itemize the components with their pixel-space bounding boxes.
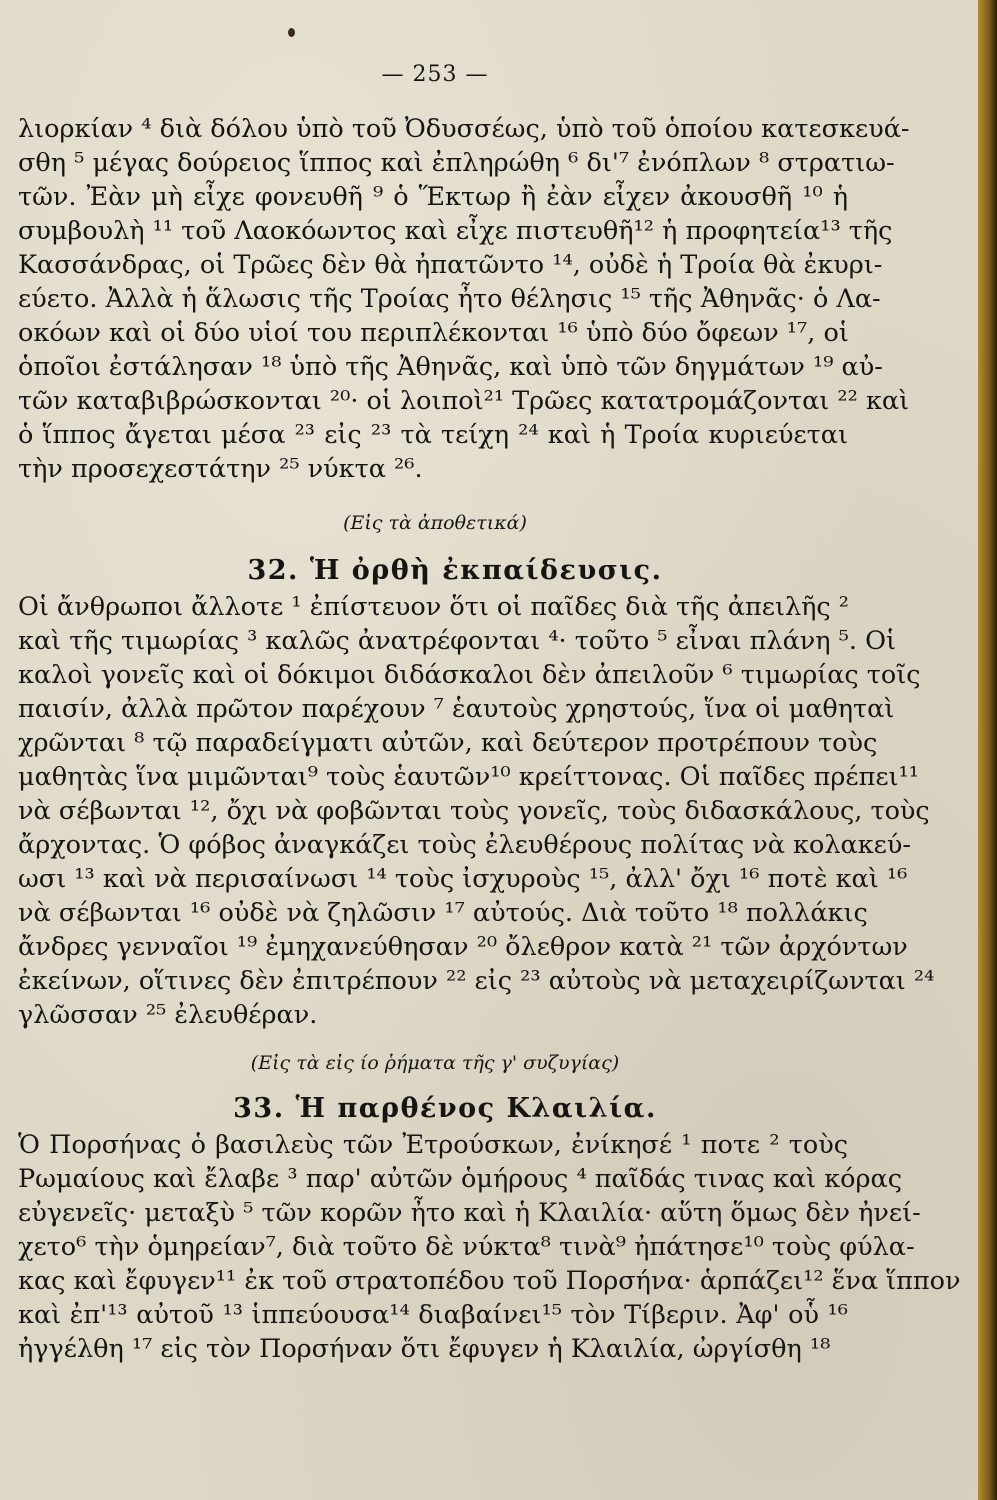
text-line: λιορκίαν ⁴ διὰ δόλου ὑπὸ τοῦ Ὀδυσσέως, ὑπὸ τοῦ ὁποίου κατεσκευά- xyxy=(18,114,910,144)
text-line: καὶ ἐπ'¹³ αὐτοῦ ¹³ ἱππεύουσα¹⁴ διαβαίνει¹⁵ τὸν Τίβεριν. Ἀφ' οὗ ¹⁶ xyxy=(18,1300,848,1330)
text-line: γλῶσσαν ²⁵ ἐλευθέραν. xyxy=(18,1000,318,1030)
text-line: παισίν, ἀλλὰ πρῶτον παρέχουν ⁷ ἑαυτοὺς χρηστούς, ἵνα οἱ μαθηταὶ xyxy=(18,694,895,724)
text-line: ἄρχοντας. Ὁ φόβος ἀναγκάζει τοὺς ἐλευθέρους πολίτας νὰ κολακεύ- xyxy=(18,830,911,860)
text-line: τῶν καταβιβρώσκονται ²⁰· οἱ λοιποὶ²¹ Τρῶες κατατρομάζονται ²² καὶ xyxy=(18,386,910,416)
heading-section-32: 32. Ἡ ὀρθὴ ἐκπαίδευσις. xyxy=(247,555,663,586)
text-line: χρῶνται ⁸ τῷ παραδείγματι αὐτῶν, καὶ δεύτερον προτρέπουν τοὺς xyxy=(18,728,878,758)
book-spine-edge xyxy=(978,0,997,1500)
text-line: ωσι ¹³ καὶ νὰ περισαίνωσι ¹⁴ τοὺς ἰσχυροὺς ¹⁵, ἀλλ' ὄχι ¹⁶ ποτὲ καὶ ¹⁶ xyxy=(18,864,908,894)
text-line: ἠγγέλθη ¹⁷ εἰς τὸν Πορσήναν ὅτι ἔφυγεν ἡ Κλαιλία, ὠργίσθη ¹⁸ xyxy=(18,1334,831,1364)
text-line: χετο⁶ τὴν ὁμηρείαν⁷, διὰ τοῦτο δὲ νύκτα⁸ τινὰ⁹ ἠπάτησε¹⁰ τοὺς φύλα- xyxy=(18,1232,915,1262)
text-line: Ὁ Πορσήνας ὁ βασιλεὺς τῶν Ἐτρούσκων, ἐνίκησέ ¹ ποτε ² τοὺς xyxy=(18,1130,848,1160)
text-line: Κασσάνδρας, οἱ Τρῶες δὲν θὰ ἠπατῶντο ¹⁴, οὐδὲ ἡ Τροία θὰ ἐκυρι- xyxy=(18,250,883,280)
text-line: κας καὶ ἔφυγεν¹¹ ἐκ τοῦ στρατοπέδου τοῦ Πορσήνα· ἁρπάζει¹² ἕνα ἵππον xyxy=(18,1266,961,1296)
text-line: σθη ⁵ μέγας δούρειος ἵππος καὶ ἐπληρώθη ⁶ δι'⁷ ἐνόπλων ⁸ στρατιω- xyxy=(18,148,895,178)
heading-section-33: 33. Ἡ παρθένος Κλαιλία. xyxy=(233,1093,657,1124)
text-line: ὁ ἵππος ἄγεται μέσα ²³ εἰς ²³ τὰ τείχη ²⁴ καὶ ἡ Τροία κυριεύεται xyxy=(18,420,848,450)
section-33-text xyxy=(18,1128,961,1366)
text-line: μαθητὰς ἵνα μιμῶνται⁹ τοὺς ἑαυτῶν¹⁰ κρείττονας. Οἱ παῖδες πρέπει¹¹ xyxy=(18,762,919,792)
text-line: ἄνδρες γενναῖοι ¹⁹ ἐμηχανεύθησαν ²⁰ ὄλεθρον κατὰ ²¹ τῶν ἀρχόντων xyxy=(18,932,908,962)
text-line: καὶ τῆς τιμωρίας ³ καλῶς ἀνατρέφονται ⁴· τοῦτο ⁵ εἶναι πλάνη ⁵. Οἱ xyxy=(18,626,897,656)
text-line: εύετο. Ἀλλὰ ἡ ἅλωσις τῆς Τροίας ἦτο θέλησις ¹⁵ τῆς Ἀθηνᾶς· ὁ Λα- xyxy=(18,284,881,314)
text-line: Οἱ ἄνθρωποι ἄλλοτε ¹ ἐπίστευον ὅτι οἱ παῖδες διὰ τῆς ἀπειλῆς ² xyxy=(18,592,849,622)
text-line: συμβουλὴ ¹¹ τοῦ Λαοκόωντος καὶ εἶχε πιστευθῆ¹² ἡ προφητεία¹³ τῆς xyxy=(18,216,893,246)
grammar-note-verbs: (Εἰς τὰ εἰς ίο ῥήματα τῆς γ' συζυγίας) xyxy=(250,1052,620,1074)
ink-spot xyxy=(288,28,295,37)
text-line: Ρωμαίους καὶ ἔλαβε ³ παρ' αὐτῶν ὁμήρους ⁴ παῖδάς τινας καὶ κόρας xyxy=(18,1164,902,1194)
text-line: τὴν προσεχεστάτην ²⁵ νύκτα ²⁶. xyxy=(18,454,423,484)
page-number: — 253 — xyxy=(381,62,489,87)
text-line: τῶν. Ἐὰν μὴ εἶχε φονευθῆ ⁹ ὁ Ἕκτωρ ἢ ἐὰν εἶχεν ἀκουσθῆ ¹⁰ ἡ xyxy=(18,182,848,212)
text-line: καλοὶ γονεῖς καὶ οἱ δόκιμοι διδάσκαλοι δὲν ἀπειλοῦν ⁶ τιμωρίας τοῖς xyxy=(18,660,921,690)
text-line: ἐκείνων, οἵτινες δὲν ἐπιτρέπουν ²² εἰς ²³ αὐτοὺς νὰ μεταχειρίζωνται ²⁴ xyxy=(18,966,935,996)
section-32-text xyxy=(18,590,935,1032)
text-line: νὰ σέβωνται ¹⁶ οὐδὲ νὰ ζηλῶσιν ¹⁷ αὐτούς. Διὰ τοῦτο ¹⁸ πολλάκις xyxy=(18,898,868,928)
text-line: νὰ σέβωνται ¹², ὄχι νὰ φοβῶνται τοὺς γονεῖς, τοὺς διδασκάλους, τοὺς xyxy=(18,796,930,826)
section-31-ending xyxy=(18,112,910,486)
text-line: εὐγενεῖς· μεταξὺ ⁵ τῶν κορῶν ἦτο καὶ ἡ Κλαιλία· αὕτη ὅμως δὲν ἠνεί- xyxy=(18,1198,921,1228)
grammar-note-deponents: (Εἰς τὰ ἀποθετικά) xyxy=(343,512,527,534)
text-line: ὁποῖοι ἐστάλησαν ¹⁸ ὑπὸ τῆς Ἀθηνᾶς, καὶ ὑπὸ τῶν δηγμάτων ¹⁹ αὐ- xyxy=(18,352,883,382)
text-line: οκόων καὶ οἱ δύο υἱοί του περιπλέκονται ¹⁶ ὑπὸ δύο ὄφεων ¹⁷, οἱ xyxy=(18,318,849,348)
